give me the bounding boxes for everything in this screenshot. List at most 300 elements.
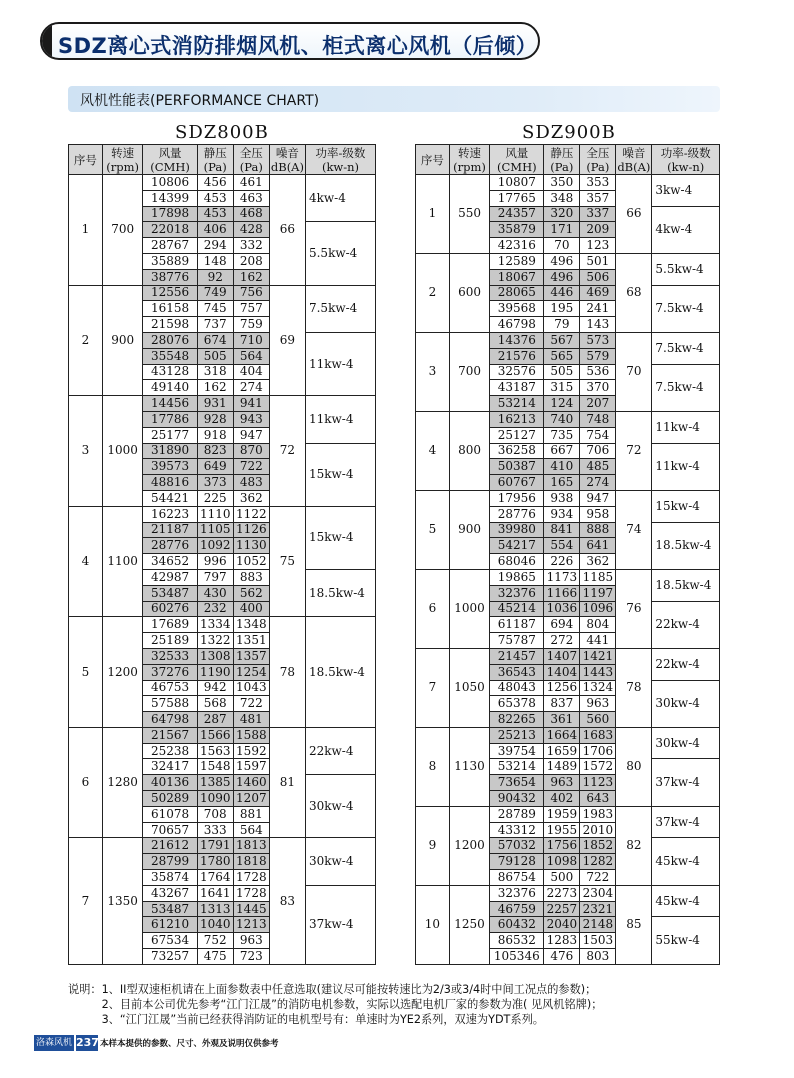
total-pressure-cell: 1728 (233, 870, 269, 886)
airflow-cell: 22018 (143, 222, 197, 238)
total-pressure-cell: 710 (233, 332, 269, 348)
static-pressure-cell: 148 (197, 253, 233, 269)
table-row (416, 332, 720, 348)
page-number: 237 (76, 1036, 99, 1049)
table-row (416, 411, 720, 427)
column-header: 全压 (Pa) (580, 145, 616, 175)
airflow-cell: 28767 (143, 238, 197, 254)
total-pressure-cell: 1254 (233, 664, 269, 680)
column-header: 转速 (rpm) (449, 145, 490, 175)
static-pressure-cell: 649 (197, 459, 233, 475)
total-pressure-cell: 501 (580, 253, 616, 269)
airflow-cell: 32417 (143, 759, 197, 775)
power-cell: 37kw-4 (305, 885, 375, 964)
total-pressure-cell: 400 (233, 601, 269, 617)
footer-brand: 洛森风机 (34, 1035, 74, 1051)
airflow-cell: 79128 (490, 854, 544, 870)
static-pressure-cell: 1791 (197, 838, 233, 854)
column-header: 静压 (Pa) (197, 145, 233, 175)
airflow-cell: 17765 (490, 190, 544, 206)
airflow-cell: 46759 (490, 901, 544, 917)
airflow-cell: 60432 (490, 917, 544, 933)
total-pressure-cell: 1460 (233, 775, 269, 791)
static-pressure-cell: 823 (197, 443, 233, 459)
speed-cell: 1100 (102, 506, 143, 617)
total-pressure-cell: 404 (233, 364, 269, 380)
serial-number-cell: 3 (416, 332, 450, 411)
total-pressure-cell: 1282 (580, 854, 616, 870)
static-pressure-cell: 694 (544, 617, 580, 633)
power-cell: 45kw-4 (652, 885, 720, 917)
airflow-cell: 25238 (143, 743, 197, 759)
airflow-cell: 28799 (143, 854, 197, 870)
airflow-cell: 53214 (490, 759, 544, 775)
airflow-cell: 35879 (490, 222, 544, 238)
airflow-cell: 17898 (143, 206, 197, 222)
power-cell: 11kw-4 (652, 411, 720, 443)
airflow-cell: 40136 (143, 775, 197, 791)
serial-number-cell: 9 (416, 806, 450, 885)
airflow-cell: 14456 (143, 396, 197, 412)
total-pressure-cell: 804 (580, 617, 616, 633)
total-pressure-cell: 441 (580, 633, 616, 649)
static-pressure-cell: 996 (197, 554, 233, 570)
static-pressure-cell: 1566 (197, 727, 233, 743)
total-pressure-cell: 643 (580, 791, 616, 807)
static-pressure-cell: 565 (544, 348, 580, 364)
noise-cell: 66 (269, 175, 305, 286)
static-pressure-cell: 318 (197, 364, 233, 380)
airflow-cell: 21567 (143, 727, 197, 743)
total-pressure-cell: 208 (233, 253, 269, 269)
noise-cell: 74 (616, 490, 652, 569)
total-pressure-cell: 1130 (233, 538, 269, 554)
airflow-cell: 60767 (490, 475, 544, 491)
static-pressure-cell: 1313 (197, 901, 233, 917)
static-pressure-cell: 1166 (544, 585, 580, 601)
static-pressure-cell: 1334 (197, 617, 233, 633)
airflow-cell: 53487 (143, 901, 197, 917)
airflow-cell: 25213 (490, 727, 544, 743)
total-pressure-cell: 536 (580, 364, 616, 380)
page-footer (34, 1035, 334, 1051)
static-pressure-cell: 735 (544, 427, 580, 443)
table-row (416, 806, 720, 822)
airflow-cell: 50387 (490, 459, 544, 475)
static-pressure-cell: 430 (197, 585, 233, 601)
total-pressure-cell: 2148 (580, 917, 616, 933)
total-pressure-cell: 947 (233, 427, 269, 443)
static-pressure-cell: 287 (197, 712, 233, 728)
total-pressure-cell: 357 (580, 190, 616, 206)
power-cell: 22kw-4 (652, 601, 720, 648)
static-pressure-cell: 667 (544, 443, 580, 459)
column-header: 噪音 dB(A) (617, 145, 651, 174)
noise-cell: 80 (616, 727, 652, 806)
static-pressure-cell: 942 (197, 680, 233, 696)
total-pressure-cell: 241 (580, 301, 616, 317)
performance-table-sdz800b (68, 144, 376, 965)
serial-number-cell: 7 (69, 838, 103, 964)
static-pressure-cell: 453 (197, 190, 233, 206)
airflow-cell: 53214 (490, 396, 544, 412)
static-pressure-cell: 475 (197, 949, 233, 965)
power-cell: 55kw-4 (652, 917, 720, 964)
static-pressure-cell: 79 (544, 317, 580, 333)
total-pressure-cell: 1683 (580, 727, 616, 743)
speed-cell: 900 (449, 490, 490, 569)
total-pressure-cell: 1207 (233, 791, 269, 807)
static-pressure-cell: 232 (197, 601, 233, 617)
total-pressure-cell: 1043 (233, 680, 269, 696)
power-cell: 5.5kw-4 (305, 222, 375, 285)
airflow-cell: 16158 (143, 301, 197, 317)
total-pressure-cell: 332 (233, 238, 269, 254)
total-pressure-cell: 123 (580, 238, 616, 254)
static-pressure-cell: 70 (544, 238, 580, 254)
total-pressure-cell: 1592 (233, 743, 269, 759)
total-pressure-cell: 207 (580, 396, 616, 412)
static-pressure-cell: 568 (197, 696, 233, 712)
column-header: 功率-级数 (kw-n) (305, 145, 375, 175)
serial-number-cell: 4 (69, 506, 103, 617)
airflow-cell: 50289 (143, 791, 197, 807)
total-pressure-cell: 883 (233, 569, 269, 585)
total-pressure-cell: 963 (233, 933, 269, 949)
static-pressure-cell: 1173 (544, 569, 580, 585)
noise-cell: 69 (269, 285, 305, 396)
total-pressure-cell: 1052 (233, 554, 269, 570)
static-pressure-cell: 708 (197, 806, 233, 822)
airflow-cell: 86532 (490, 933, 544, 949)
static-pressure-cell: 1322 (197, 633, 233, 649)
static-pressure-cell: 165 (544, 475, 580, 491)
static-pressure-cell: 1283 (544, 933, 580, 949)
total-pressure-cell: 1597 (233, 759, 269, 775)
airflow-cell: 42987 (143, 569, 197, 585)
static-pressure-cell: 1659 (544, 743, 580, 759)
power-cell: 15kw-4 (305, 443, 375, 506)
airflow-cell: 32376 (490, 885, 544, 901)
airflow-cell: 31890 (143, 443, 197, 459)
static-pressure-cell: 171 (544, 222, 580, 238)
airflow-cell: 34652 (143, 554, 197, 570)
static-pressure-cell: 333 (197, 822, 233, 838)
static-pressure-cell: 496 (544, 269, 580, 285)
static-pressure-cell: 162 (197, 380, 233, 396)
serial-number-cell: 2 (416, 253, 450, 332)
total-pressure-cell: 1572 (580, 759, 616, 775)
total-pressure-cell: 1351 (233, 633, 269, 649)
static-pressure-cell: 294 (197, 238, 233, 254)
total-pressure-cell: 1445 (233, 901, 269, 917)
static-pressure-cell: 752 (197, 933, 233, 949)
total-pressure-cell: 1348 (233, 617, 269, 633)
column-header: 静压 (Pa) (544, 145, 580, 175)
speed-cell: 550 (449, 175, 490, 254)
total-pressure-cell: 1213 (233, 917, 269, 933)
static-pressure-cell: 740 (544, 411, 580, 427)
column-header: 序号 (416, 145, 450, 175)
static-pressure-cell: 749 (197, 285, 233, 301)
static-pressure-cell: 1641 (197, 885, 233, 901)
total-pressure-cell: 564 (233, 822, 269, 838)
airflow-cell: 14376 (490, 332, 544, 348)
total-pressure-cell: 463 (233, 190, 269, 206)
total-pressure-cell: 870 (233, 443, 269, 459)
airflow-cell: 70657 (143, 822, 197, 838)
speed-cell: 1130 (449, 727, 490, 806)
total-pressure-cell: 1324 (580, 680, 616, 696)
static-pressure-cell: 2040 (544, 917, 580, 933)
table-row (416, 885, 720, 901)
noise-cell: 85 (616, 885, 652, 964)
airflow-cell: 105346 (490, 949, 544, 965)
table-row (416, 727, 720, 743)
total-pressure-cell: 963 (580, 696, 616, 712)
total-pressure-cell: 757 (233, 301, 269, 317)
airflow-cell: 38776 (143, 269, 197, 285)
page-header (40, 22, 540, 60)
airflow-cell: 73257 (143, 949, 197, 965)
table-row (69, 285, 376, 301)
section-title: 风机性能表(PERFORMANCE CHART) (80, 93, 320, 109)
static-pressure-cell: 1489 (544, 759, 580, 775)
airflow-cell: 36543 (490, 664, 544, 680)
static-pressure-cell: 500 (544, 870, 580, 886)
total-pressure-cell: 2304 (580, 885, 616, 901)
static-pressure-cell: 505 (197, 348, 233, 364)
airflow-cell: 48043 (490, 680, 544, 696)
note-line: 3、“江门江晟”当前已经获得消防证的电机型号有：单速时为YE2系列，双速为YDT系列。 (68, 1013, 544, 1026)
total-pressure-cell: 754 (580, 427, 616, 443)
total-pressure-cell: 2321 (580, 901, 616, 917)
total-pressure-cell: 1503 (580, 933, 616, 949)
speed-cell: 700 (449, 332, 490, 411)
total-pressure-cell: 706 (580, 443, 616, 459)
static-pressure-cell: 92 (197, 269, 233, 285)
speed-cell: 1200 (449, 806, 490, 885)
static-pressure-cell: 348 (544, 190, 580, 206)
airflow-cell: 68046 (490, 554, 544, 570)
airflow-cell: 90432 (490, 791, 544, 807)
static-pressure-cell: 1407 (544, 648, 580, 664)
serial-number-cell: 6 (69, 727, 103, 838)
column-header: 全压 (Pa) (233, 145, 269, 175)
static-pressure-cell: 361 (544, 712, 580, 728)
table-row (69, 838, 376, 854)
page-title: SDZ离心式消防排烟风机、柜式离心风机（后倾） (58, 34, 538, 58)
static-pressure-cell: 1780 (197, 854, 233, 870)
speed-cell: 1050 (449, 648, 490, 727)
total-pressure-cell: 1852 (580, 838, 616, 854)
static-pressure-cell: 2257 (544, 901, 580, 917)
power-cell: 4kw-4 (652, 206, 720, 253)
airflow-cell: 48816 (143, 475, 197, 491)
static-pressure-cell: 350 (544, 175, 580, 191)
static-pressure-cell: 963 (544, 775, 580, 791)
airflow-cell: 43128 (143, 364, 197, 380)
total-pressure-cell: 943 (233, 411, 269, 427)
noise-cell: 68 (616, 253, 652, 332)
serial-number-cell: 2 (69, 285, 103, 396)
speed-cell: 800 (449, 411, 490, 490)
table-row (69, 617, 376, 633)
total-pressure-cell: 641 (580, 538, 616, 554)
total-pressure-cell: 1983 (580, 806, 616, 822)
total-pressure-cell: 1185 (580, 569, 616, 585)
total-pressure-cell: 485 (580, 459, 616, 475)
serial-number-cell: 1 (416, 175, 450, 254)
table-row (416, 253, 720, 269)
total-pressure-cell: 579 (580, 348, 616, 364)
noise-cell: 72 (616, 411, 652, 490)
total-pressure-cell: 759 (233, 317, 269, 333)
table-row (416, 490, 720, 506)
airflow-cell: 39980 (490, 522, 544, 538)
airflow-cell: 35889 (143, 253, 197, 269)
total-pressure-cell: 562 (233, 585, 269, 601)
airflow-cell: 28776 (143, 538, 197, 554)
static-pressure-cell: 674 (197, 332, 233, 348)
airflow-cell: 28776 (490, 506, 544, 522)
noise-cell: 78 (269, 617, 305, 728)
total-pressure-cell: 560 (580, 712, 616, 728)
power-cell: 7.5kw-4 (652, 285, 720, 332)
static-pressure-cell: 1548 (197, 759, 233, 775)
total-pressure-cell: 1813 (233, 838, 269, 854)
static-pressure-cell: 841 (544, 522, 580, 538)
airflow-cell: 28076 (143, 332, 197, 348)
total-pressure-cell: 362 (233, 490, 269, 506)
static-pressure-cell: 1756 (544, 838, 580, 854)
static-pressure-cell: 505 (544, 364, 580, 380)
noise-cell: 66 (616, 175, 652, 254)
static-pressure-cell: 567 (544, 332, 580, 348)
airflow-cell: 42316 (490, 238, 544, 254)
static-pressure-cell: 928 (197, 411, 233, 427)
power-cell: 37kw-4 (652, 759, 720, 806)
power-cell: 5.5kw-4 (652, 253, 720, 285)
airflow-cell: 18067 (490, 269, 544, 285)
total-pressure-cell: 461 (233, 175, 269, 191)
static-pressure-cell: 745 (197, 301, 233, 317)
table-row (69, 396, 376, 412)
power-cell: 18.5kw-4 (305, 569, 375, 616)
total-pressure-cell: 1126 (233, 522, 269, 538)
static-pressure-cell: 554 (544, 538, 580, 554)
total-pressure-cell: 1443 (580, 664, 616, 680)
power-cell: 7.5kw-4 (652, 332, 720, 364)
power-cell: 11kw-4 (305, 332, 375, 395)
static-pressure-cell: 938 (544, 490, 580, 506)
performance-table-sdz900b (415, 144, 720, 965)
speed-cell: 900 (102, 285, 143, 396)
airflow-cell: 21612 (143, 838, 197, 854)
airflow-cell: 45214 (490, 601, 544, 617)
airflow-cell: 43187 (490, 380, 544, 396)
airflow-cell: 73654 (490, 775, 544, 791)
airflow-cell: 28789 (490, 806, 544, 822)
serial-number-cell: 3 (69, 396, 103, 507)
table-row (416, 648, 720, 664)
static-pressure-cell: 934 (544, 506, 580, 522)
header-accent (42, 24, 52, 58)
airflow-cell: 46753 (143, 680, 197, 696)
static-pressure-cell: 931 (197, 396, 233, 412)
speed-cell: 1350 (102, 838, 143, 964)
total-pressure-cell: 1588 (233, 727, 269, 743)
total-pressure-cell: 941 (233, 396, 269, 412)
static-pressure-cell: 272 (544, 633, 580, 649)
static-pressure-cell: 1105 (197, 522, 233, 538)
static-pressure-cell: 797 (197, 569, 233, 585)
airflow-cell: 64798 (143, 712, 197, 728)
airflow-cell: 25189 (143, 633, 197, 649)
airflow-cell: 46798 (490, 317, 544, 333)
total-pressure-cell: 428 (233, 222, 269, 238)
airflow-cell: 86754 (490, 870, 544, 886)
airflow-cell: 82265 (490, 712, 544, 728)
static-pressure-cell: 456 (197, 175, 233, 191)
static-pressure-cell: 1036 (544, 601, 580, 617)
power-cell: 11kw-4 (305, 396, 375, 443)
total-pressure-cell: 756 (233, 285, 269, 301)
static-pressure-cell: 496 (544, 253, 580, 269)
airflow-cell: 12556 (143, 285, 197, 301)
noise-cell: 72 (269, 396, 305, 507)
total-pressure-cell: 947 (580, 490, 616, 506)
total-pressure-cell: 573 (580, 332, 616, 348)
power-cell: 18.5kw-4 (652, 569, 720, 601)
airflow-cell: 32376 (490, 585, 544, 601)
static-pressure-cell: 1404 (544, 664, 580, 680)
total-pressure-cell: 1197 (580, 585, 616, 601)
static-pressure-cell: 195 (544, 301, 580, 317)
serial-number-cell: 7 (416, 648, 450, 727)
static-pressure-cell: 320 (544, 206, 580, 222)
airflow-cell: 75787 (490, 633, 544, 649)
serial-number-cell: 6 (416, 569, 450, 648)
noise-cell: 82 (616, 806, 652, 885)
airflow-cell: 54421 (143, 490, 197, 506)
airflow-cell: 39573 (143, 459, 197, 475)
total-pressure-cell: 1096 (580, 601, 616, 617)
static-pressure-cell: 225 (197, 490, 233, 506)
power-cell: 30kw-4 (305, 838, 375, 885)
total-pressure-cell: 1706 (580, 743, 616, 759)
note-line: 说明：1、II型双速柜机请在上面参数表中任意选取(建议尽可能按转速比为2/3或3/4时中间工况点的参数)； (68, 983, 597, 996)
total-pressure-cell: 1123 (580, 775, 616, 791)
table-row (69, 175, 376, 191)
table-row (69, 727, 376, 743)
static-pressure-cell: 737 (197, 317, 233, 333)
airflow-cell: 65378 (490, 696, 544, 712)
total-pressure-cell: 803 (580, 949, 616, 965)
total-pressure-cell: 881 (233, 806, 269, 822)
static-pressure-cell: 1090 (197, 791, 233, 807)
airflow-cell: 32533 (143, 648, 197, 664)
power-cell: 45kw-4 (652, 838, 720, 885)
total-pressure-cell: 337 (580, 206, 616, 222)
speed-cell: 1000 (102, 396, 143, 507)
airflow-cell: 10807 (490, 175, 544, 191)
airflow-cell: 57032 (490, 838, 544, 854)
speed-cell: 1000 (449, 569, 490, 648)
static-pressure-cell: 406 (197, 222, 233, 238)
static-pressure-cell: 315 (544, 380, 580, 396)
table-row (69, 506, 376, 522)
